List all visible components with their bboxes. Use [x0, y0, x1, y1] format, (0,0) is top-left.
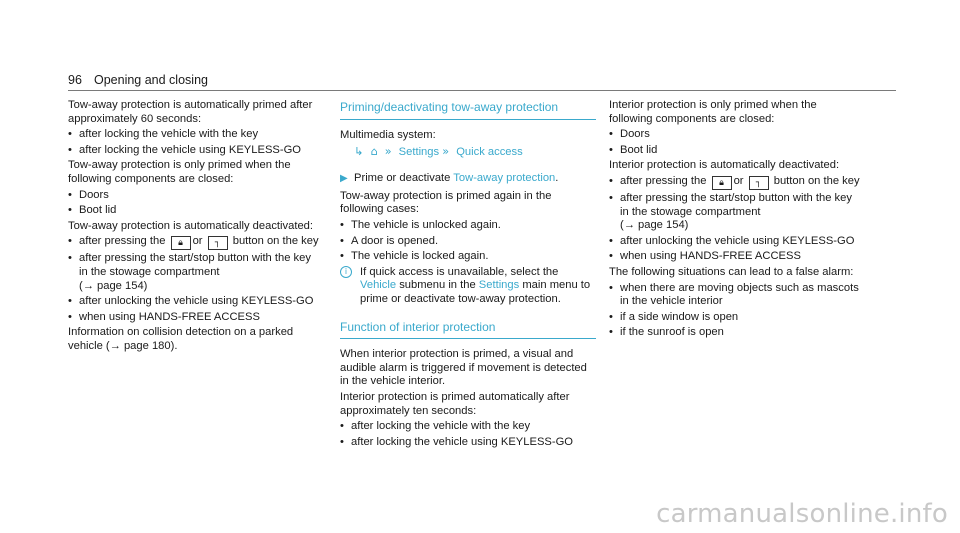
- list-item: [68, 252, 322, 293]
- list-item: • after locking the vehicle using KEYLESS-GO: [68, 144, 322, 158]
- primed-again-list: [340, 219, 596, 264]
- list-item: • Doors: [609, 128, 863, 142]
- menu-vehicle: Vehicle: [360, 279, 397, 292]
- heading-interior-protection: Function of interior protection: [340, 321, 596, 340]
- list-item: • A door is opened.: [340, 235, 596, 249]
- note-text: If quick access is unavailable, select the: [360, 265, 559, 278]
- interior-deactivated-text: Interior protection is automatically deactivated:: [609, 159, 840, 172]
- list-item: • Boot lid: [609, 144, 863, 158]
- list-item: • if the sunroof is open: [609, 326, 863, 340]
- column-left: [68, 99, 322, 356]
- list-item: • if a side window is open: [609, 311, 863, 325]
- lock-icon: 🔒︎: [712, 176, 732, 190]
- interior-primed-list: [340, 420, 596, 449]
- menu-settings: Settings: [398, 146, 440, 159]
- list-item: • The vehicle is locked again.: [340, 250, 596, 264]
- path-separator-icon: »: [384, 145, 392, 159]
- list-item-text: after pressing the: [79, 235, 166, 248]
- path-arrow-icon: ↳: [354, 145, 364, 159]
- list-item: [609, 192, 863, 233]
- closed-components-list: [68, 189, 322, 218]
- note-text: main menu to prime or deactivate tow-away protection.: [360, 279, 591, 305]
- heading-priming-deactivating: Priming/deactivating tow-away protection: [340, 101, 596, 120]
- tow-away-deactivated-text: Tow-away protection is automatically deactivated:: [68, 219, 313, 232]
- menu-quick-access: Quick access: [456, 146, 523, 159]
- step-text: Prime or deactivate: [354, 172, 451, 185]
- tow-away-primed-list: [68, 128, 322, 157]
- column-right: [609, 99, 863, 342]
- page-reference: (→ page 154): [620, 219, 689, 232]
- multimedia-system-label: Multimedia system:: [340, 128, 436, 141]
- false-alarm-list: [609, 282, 863, 340]
- list-item: • Doors: [68, 189, 322, 203]
- watermark: carmanualsonline.info: [656, 499, 948, 529]
- info-icon: i: [340, 266, 352, 278]
- list-item: • after unlocking the vehicle using KEYLESS-GO: [609, 235, 863, 249]
- primed-again-text: Tow-away protection is primed again in the following cases:: [340, 189, 552, 216]
- action-step: [340, 172, 596, 186]
- path-separator-icon: »: [442, 145, 450, 159]
- menu-tow-away-protection: Tow-away protection: [453, 172, 556, 185]
- list-item: • when using HANDS-FREE ACCESS: [68, 311, 322, 325]
- list-item: [609, 175, 863, 190]
- list-item-text: button on the key: [773, 174, 860, 187]
- false-alarm-text: The following situations can lead to a false alarm:: [609, 265, 854, 278]
- page-reference: (→ page 154): [79, 279, 148, 292]
- list-item: [68, 235, 322, 250]
- list-item: • after locking the vehicle with the key: [340, 420, 596, 434]
- interior-closed-components-text: Interior protection is only primed when the following components are closed:: [609, 99, 817, 125]
- step-text: .: [555, 172, 559, 185]
- tow-away-auto-primed-text: Tow-away protection is automatically primed after approximately 60 seconds:: [68, 99, 313, 125]
- deactivation-list: [68, 235, 322, 324]
- tailgate-icon: ┐: [208, 236, 228, 250]
- menu-settings: Settings: [478, 279, 520, 292]
- lock-icon: 🔒︎: [171, 236, 191, 250]
- list-item: • after locking the vehicle with the key: [68, 128, 322, 142]
- list-item: • Boot lid: [68, 204, 322, 218]
- tow-away-closed-components-text: Tow-away protection is only primed when the following components are closed:: [68, 159, 291, 185]
- list-item: • The vehicle is unlocked again.: [340, 219, 596, 233]
- step-triangle-icon: ▶: [340, 173, 348, 185]
- interior-closed-list: [609, 128, 863, 157]
- list-item-text: or: [192, 235, 203, 248]
- collision-detection-text: Information on collision detection on a parked vehicle (→ page 180).: [68, 326, 294, 352]
- page-header: [68, 72, 896, 91]
- list-item-text: after pressing the start/stop button with the key in the stowage compartment: [79, 252, 311, 278]
- home-icon: ⌂: [370, 145, 378, 159]
- info-note: [340, 266, 596, 307]
- list-item: • when using HANDS-FREE ACCESS: [609, 250, 863, 264]
- list-item-text: or: [733, 174, 744, 187]
- section-title: Opening and closing: [94, 73, 208, 87]
- menu-path: [340, 144, 596, 160]
- interior-deactivation-list: [609, 175, 863, 264]
- list-item-text: after pressing the: [620, 174, 707, 187]
- list-item: • when there are moving objects such as mascots in the vehicle interior: [609, 282, 863, 309]
- tailgate-icon: ┐: [749, 176, 769, 190]
- column-middle: [340, 101, 596, 451]
- list-item-text: button on the key: [232, 235, 319, 248]
- interior-protection-function-text: When interior protection is primed, a visual and audible alarm is triggered if movement is detected in the vehicle interior.: [340, 348, 587, 388]
- list-item: • after unlocking the vehicle using KEYLESS-GO: [68, 295, 322, 309]
- list-item: • after locking the vehicle using KEYLESS-GO: [340, 436, 596, 450]
- interior-auto-primed-text: Interior protection is primed automatically after approximately ten seconds:: [340, 390, 570, 417]
- list-item-text: after pressing the start/stop button with the key in the stowage compartment: [620, 191, 852, 218]
- note-text: submenu in the: [399, 279, 476, 292]
- page-number: 96: [68, 73, 82, 87]
